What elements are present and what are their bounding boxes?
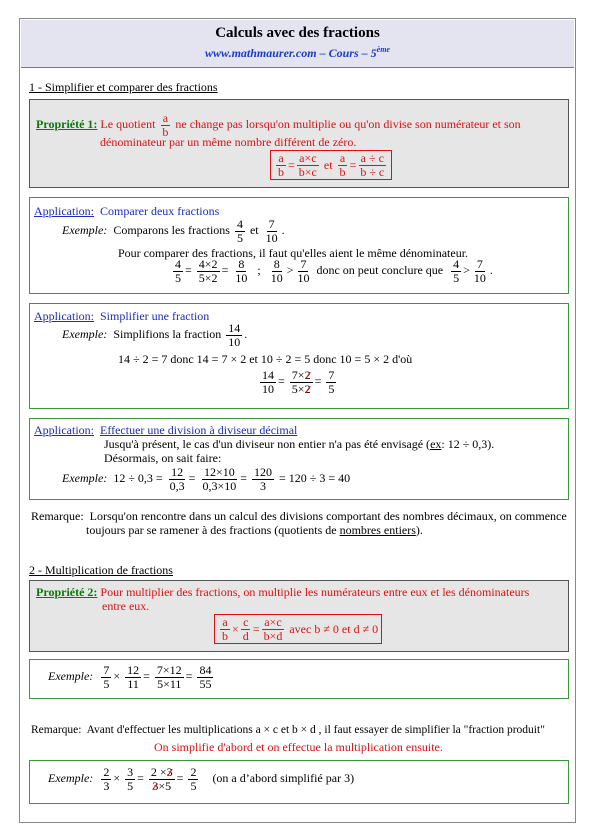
- text: et: [323, 157, 333, 172]
- text: ne change pas lorsqu'on multiplie ou qu'on divise son numérateur et son: [175, 116, 521, 131]
- example-1-box: [29, 659, 569, 699]
- property-2-line2: entre eux.: [102, 599, 150, 613]
- property-2-line1: Propriété 2: Pour multiplier des fractions, on multiplie les numérateurs entre eux et les dénominateurs: [36, 585, 530, 599]
- remark-2-line2: On simplifie d'abord et on effectue la multiplication ensuite.: [154, 740, 443, 754]
- application-2-result: $\frac{14}{10}$ = $\frac{7\times 2}{5\times 2}$ = $\frac{7}{5}$: [262, 368, 335, 396]
- application-3-line1: Jusqu'à présent, le cas d'un diviseur non entier n'a pas été envisagé (ex: 12 ÷ 0,3).: [104, 437, 495, 451]
- property-2-formula: $\frac{a}{b}$ × $\frac{c}{d}$ = $\frac{a\times c}{b\times d}$ avec b ≠ 0 et d ≠ 0: [214, 614, 382, 644]
- application-3-calc: Exemple: 12 ÷ 0,3 = $\frac{12}{0,3}$ = $\frac{12\times 10}{0,3\times 10}$ = $\frac{120}{3}$ = 120 ÷ 3 = 40: [62, 465, 351, 493]
- level-sup: ème: [376, 45, 390, 54]
- application-1-calc: $\frac{4}{5}$ = $\frac{4\times 2}{5\times 2}$ = $\frac{8}{10}$ ; $\frac{8}{10}$ > $\frac{7}{10}$ donc on peut conclure que $\frac{4}{5}$ > $\frac{7}{10}$ .: [175, 257, 493, 285]
- property-1-formula: [270, 150, 392, 180]
- application-1-heading: Application: Comparer deux fractions: [34, 204, 220, 218]
- separator: –: [358, 46, 371, 60]
- page-title: Calculs avec des fractions: [215, 25, 380, 41]
- example-2-box: [29, 760, 569, 804]
- application-3-box: [29, 418, 569, 500]
- remark-1: Remarque: Lorsqu'on rencontre dans un calcul des divisions comportant des nombres décimaux, on commence: [31, 509, 567, 523]
- application-1-line2: Pour comparer des fractions, il faut qu'elles aient le même dénominateur.: [118, 246, 469, 260]
- site-link[interactable]: www.mathmaurer.com: [205, 46, 317, 60]
- application-1-example: Exemple: Comparons les fractions $\frac{4}{5}$ et $\frac{7}{10}$ .: [62, 217, 285, 245]
- example-1-calc: Exemple: $\frac{7}{5}$ × $\frac{12}{11}$ = $\frac{7\times 12}{5\times 11}$ = $\frac{84}{55}$: [48, 663, 212, 691]
- property-1-box: [29, 99, 569, 188]
- page-subtitle: [21, 45, 574, 61]
- application-3-heading: Application: Effectuer une division à diviseur décimal: [34, 423, 298, 437]
- property-1-line2: dénominateur par un même nombre différent de zéro.: [100, 135, 357, 149]
- example-2-calc: Exemple: $\frac{2}{3}$ × $\frac{3}{5}$ = $\frac{2 \times 3}{3\times 5}$ = $\frac{2}{5}$ (on a d’abord simplifié par 3): [48, 765, 355, 793]
- level-label: 5: [370, 46, 377, 60]
- fraction: $\frac{a}{b}$: [162, 111, 169, 139]
- text: Le quotient: [100, 116, 156, 131]
- page-header: [21, 20, 574, 68]
- application-2-line2: 14 ÷ 2 = 7 donc 14 = 7 × 2 et 10 ÷ 2 = 5 donc 10 = 5 × 2 d'où: [118, 352, 413, 366]
- application-2-example: Exemple: Simplifions la fraction $\frac{14}{10}$ .: [62, 321, 248, 349]
- section-1-title: 1 - Simplifier et comparer des fractions: [29, 80, 218, 94]
- remark-1-line2: toujours par se ramener à des fractions (quotients de nombres entiers).: [86, 523, 423, 537]
- remark-2: Remarque: Avant d'effectuer les multiplications a × c et b × d , il faut essayer de simplifier la "fraction produit": [31, 724, 545, 736]
- application-2-heading: Application: Simplifier une fraction: [34, 309, 210, 323]
- separator: –: [316, 46, 329, 60]
- formula-box: $\frac{a}{b}$ = $\frac{a\times c}{b\times c}$ et $\frac{a}{b}$ = $\frac{a \div c}{b \div c}$: [270, 150, 392, 180]
- property-1-label: Propriété 1:: [36, 116, 98, 131]
- application-2-box: [29, 303, 569, 409]
- section-2-title: 2 - Multiplication de fractions: [29, 563, 173, 577]
- course-label: Cours: [328, 46, 359, 60]
- property-2-box: [29, 580, 569, 652]
- application-3-line2: Désormais, on sait faire:: [104, 451, 222, 465]
- application-1-box: [29, 197, 569, 294]
